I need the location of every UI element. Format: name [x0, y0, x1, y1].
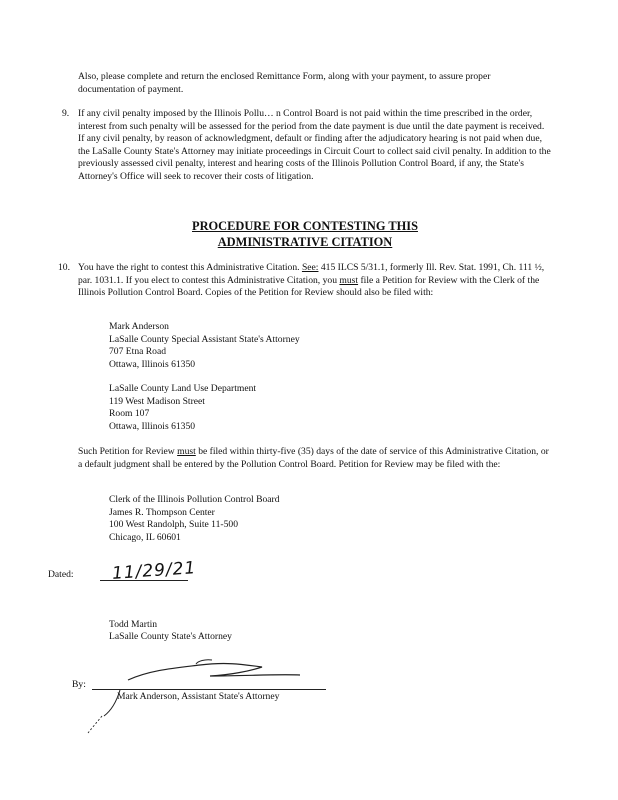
item-10-text-part-3: file a Petition for Review with the Clerk of the Illinois Pollution Control Board. Copies of the Petition for Review should also be filed with: — [78, 274, 540, 299]
address-line: Room 107 — [109, 408, 150, 420]
by-label: By: — [72, 679, 86, 690]
remittance-paragraph: Also, please complete and return the enclosed Remittance Form, along with your payment, to assure proper documentation of payment. — [78, 71, 491, 95]
must-emphasis: must — [177, 446, 196, 457]
address-line: 119 West Madison Street — [109, 395, 205, 407]
address-line: LaSalle County Special Assistant State's Attorney — [109, 333, 300, 345]
dated-value: 11/29/21 — [111, 558, 197, 584]
procedure-heading-line-1: PROCEDURE FOR CONTESTING THIS — [192, 219, 418, 233]
see-citation-label: See: — [301, 262, 319, 273]
item-9-text: If any civil penalty imposed by the Illinois Pollu… n Control Board is not paid within the time prescribed in the order, interest from such penalty will be assessed for the period from the date payment is due until the date payment is received. If any civil penalty, by reason of acknowledgment, default or finding after the adjudicatory hearing is not paid when due, the LaSalle County State's Attorney may initiate proceedings in Circuit Court to collect said civil penalty. In addition to the previously assessed civil penalty, interest and hearing costs of the Illinois Pollution Control Board, if any, the State's Attorney's Office will seek to recover their costs of litigation. — [78, 108, 551, 182]
petition-text-part-1: Such Petition for Review — [78, 446, 178, 457]
item-9-number: 9. — [62, 108, 70, 119]
item-10-text-part-1: You have the right to contest this Administrative Citation. — [78, 262, 302, 273]
address-line: Ottawa, Illinois 61350 — [109, 358, 196, 370]
must-emphasis: must — [339, 274, 359, 286]
address-line: 100 West Randolph, Suite 11-500 — [109, 519, 239, 531]
address-line: 707 Etna Road — [109, 346, 167, 358]
address-line: James R. Thompson Center — [109, 506, 215, 518]
dated-label: Dated: — [48, 569, 74, 580]
address-line: Clerk of the Illinois Pollution Control Board — [109, 494, 280, 505]
address-line: Chicago, IL 60601 — [109, 531, 181, 543]
address-line: Mark Anderson — [109, 321, 169, 332]
address-line: Ottawa, Illinois 61350 — [109, 420, 196, 432]
petition-text-part-2: be filed within thirty-five (35) days of the date of service of this Administrative Citation, or a default judgment shall be entered by the Pollution Control Board. Petition for Review may be filed with the: — [78, 446, 549, 470]
procedure-heading-line-2: ADMINISTRATIVE CITATION — [217, 235, 393, 249]
signer-name: Todd Martin — [109, 619, 158, 630]
item-10-text-part-2: 415 ILCS 5/31.1, formerly Ill. Rev. Stat. 1991, Ch. 111 ½, par. 1031.1. If you elect to contest this Administrative Citation, you — [78, 262, 545, 286]
address-line: LaSalle County Land Use Department — [109, 383, 257, 394]
by-signer-name: Mark Anderson, Assistant State's Attorney — [117, 691, 280, 702]
item-10-number: 10. — [58, 262, 70, 273]
signer-title: LaSalle County State's Attorney — [109, 631, 232, 642]
